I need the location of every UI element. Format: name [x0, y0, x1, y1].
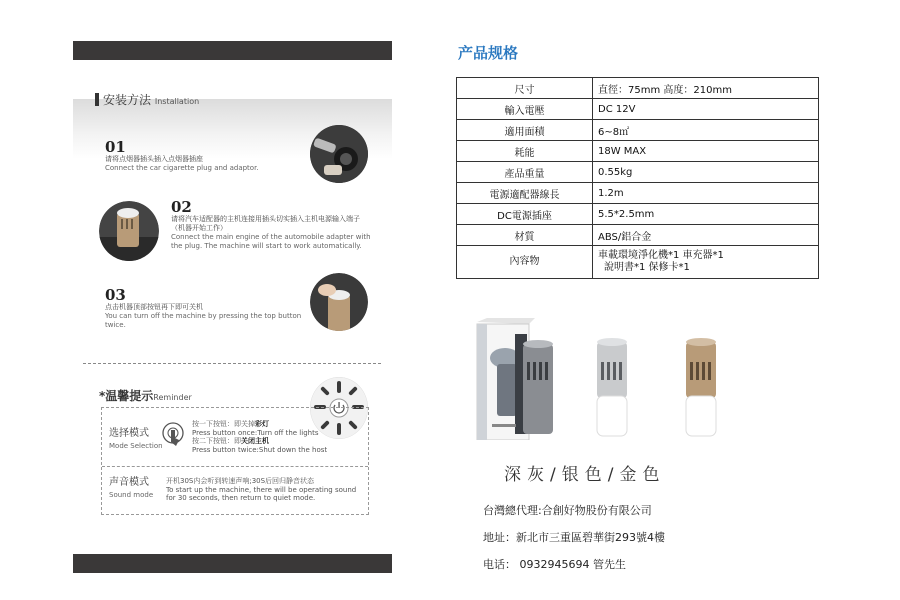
mode-selection-label: 选择模式 Mode Selection	[109, 428, 163, 450]
step-3: 03 点击机器顶部按钮再下即可关机 You can turn off the machine by pressing the top button twice.	[105, 286, 302, 329]
specs-title: 产品规格	[458, 44, 519, 62]
cigarette-plug-icon	[310, 125, 368, 183]
purifier-in-holder-icon	[99, 201, 159, 261]
mode-selection-text: 按一下按钮：即关掉彩灯 Press button once:Turn off the lights 按二下按钮：即关闭主机 Press button twice:Shut down the host	[192, 420, 328, 454]
step-2: 02 请将汽车适配器的主机连接用插头切实插入主机电源输入端子（机器开始工作） Connect the main engine of the automobile adapter with the plug. The machine will start to work automatically.	[171, 198, 371, 250]
sound-mode-text: 开机30S内会听到转速声响;30S后回归静音状态 To start up the machine, there will be operating sound for 30 seconds, then return to quiet mode.	[166, 477, 357, 502]
step-3-photo	[310, 273, 368, 331]
table-row: 內容物 車載環境淨化機*1 車充器*1 說明書*1 保修卡*1	[457, 246, 819, 279]
phone-info: 电话： 0932945694 管先生	[483, 558, 626, 571]
press-button-icon	[310, 273, 368, 331]
installation-panel	[73, 41, 392, 573]
installation-title: 安装方法 Installation	[95, 91, 199, 108]
reminder-title: *温馨提示Reminder	[99, 389, 192, 403]
table-row: 適用面積 6~8㎡	[457, 120, 819, 141]
dark-gray-purifier	[523, 340, 553, 434]
table-row: 電源適配器線長 1.2m	[457, 183, 819, 204]
sound-mode-row	[102, 467, 368, 513]
table-row: 產品重量 0.55kg	[457, 162, 819, 183]
color-options: 深灰/银色/金色	[504, 465, 666, 485]
finger-press-icon	[162, 422, 184, 448]
table-row: 耗能 18W MAX	[457, 141, 819, 162]
title-marker	[95, 93, 99, 106]
step-1: 01 请将点烟器插头插入点烟器插座 Connect the car cigarette plug and adaptor.	[105, 138, 259, 172]
table-row: 尺寸 直徑：75mm 高度：210mm	[457, 78, 819, 99]
sound-mode-label: 声音模式 Sound mode	[109, 477, 154, 499]
table-row: DC電源插座 5.5*2.5mm	[457, 204, 819, 225]
silver-purifier	[597, 338, 627, 436]
mode-selection-row	[102, 408, 368, 467]
agent-info: 台灣總代理:合創好物股份有限公司	[483, 504, 652, 517]
address-info: 地址：新北市三重區碧華街293號4樓	[483, 531, 665, 544]
specs-table	[456, 77, 819, 279]
reminder-box	[101, 407, 369, 515]
product-lineup	[475, 318, 755, 440]
gold-purifier	[686, 338, 716, 436]
table-row: 材質 ABS/鋁合金	[457, 225, 819, 246]
top-bar	[73, 41, 392, 60]
step-1-photo	[310, 125, 368, 183]
step-2-photo	[99, 201, 159, 261]
bottom-bar	[73, 554, 392, 573]
table-row: 輸入電壓 DC 12V	[457, 99, 819, 120]
divider	[83, 363, 381, 364]
